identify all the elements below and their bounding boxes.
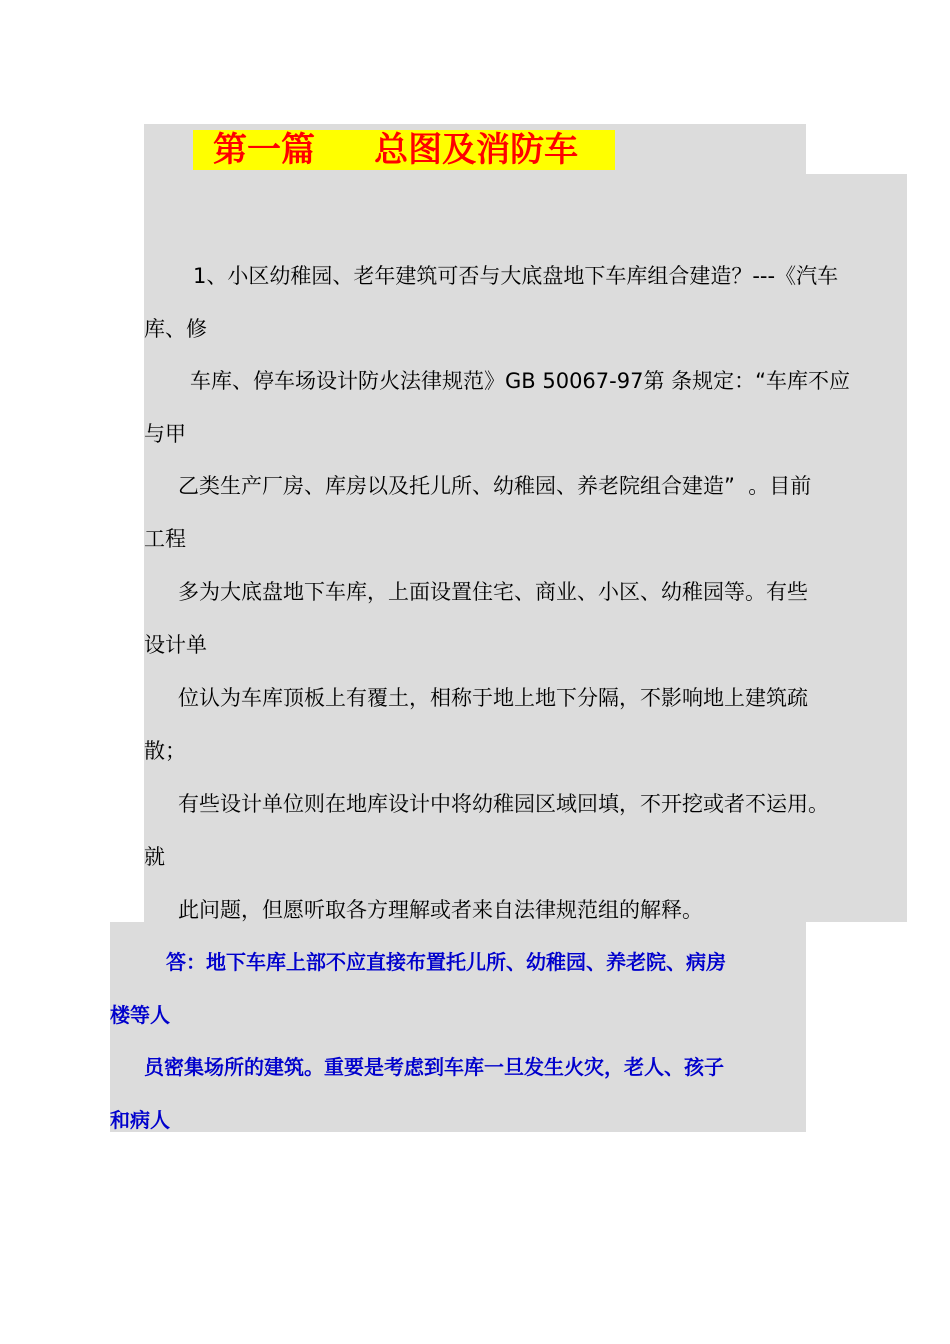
question-line: 与甲 [144,422,186,446]
question-line: 乙类生产厂房、库房以及托儿所、幼稚园、养老院组合建造” 。目前 [178,474,812,498]
question-line: 就 [144,845,165,869]
question-line: 库、修 [144,317,207,341]
answer-line: 员密集场所的建筑。重要是考虑到车库一旦发生火灾，老人、孩子 [144,1055,724,1079]
question-line: 散； [144,739,186,763]
question-line: 设计单 [144,633,207,657]
page-title: 第一篇 总图及消防车 [213,130,579,170]
question-line: 多为大底盘地下车库，上面设置住宅、商业、小区、幼稚园等。有些 [178,580,808,604]
answer-line: 楼等人 [110,1003,170,1027]
question-line: 此问题，但愿听取各方理解或者来自法律规范组的解释。 [178,898,703,922]
question-line: 车库、停车场设计防火法律规范》GB 50067-97第 条规定：“车库不应 [190,369,851,393]
answer-line: 和病人 [110,1108,170,1132]
question-line: 有些设计单位则在地库设计中将幼稚园区域回填，不开挖或者不运用。 [178,792,829,816]
question-line: 工程 [144,527,186,551]
answer-line: 答：地下车库上部不应直接布置托儿所、幼稚园、养老院、病房 [166,950,726,974]
question-line: 位认为车库顶板上有覆土，相称于地上地下分隔，不影响地上建筑疏 [178,686,808,710]
question-line: 1、小区幼稚园、老年建筑可否与大底盘地下车库组合建造？---《汽车 [193,264,839,288]
